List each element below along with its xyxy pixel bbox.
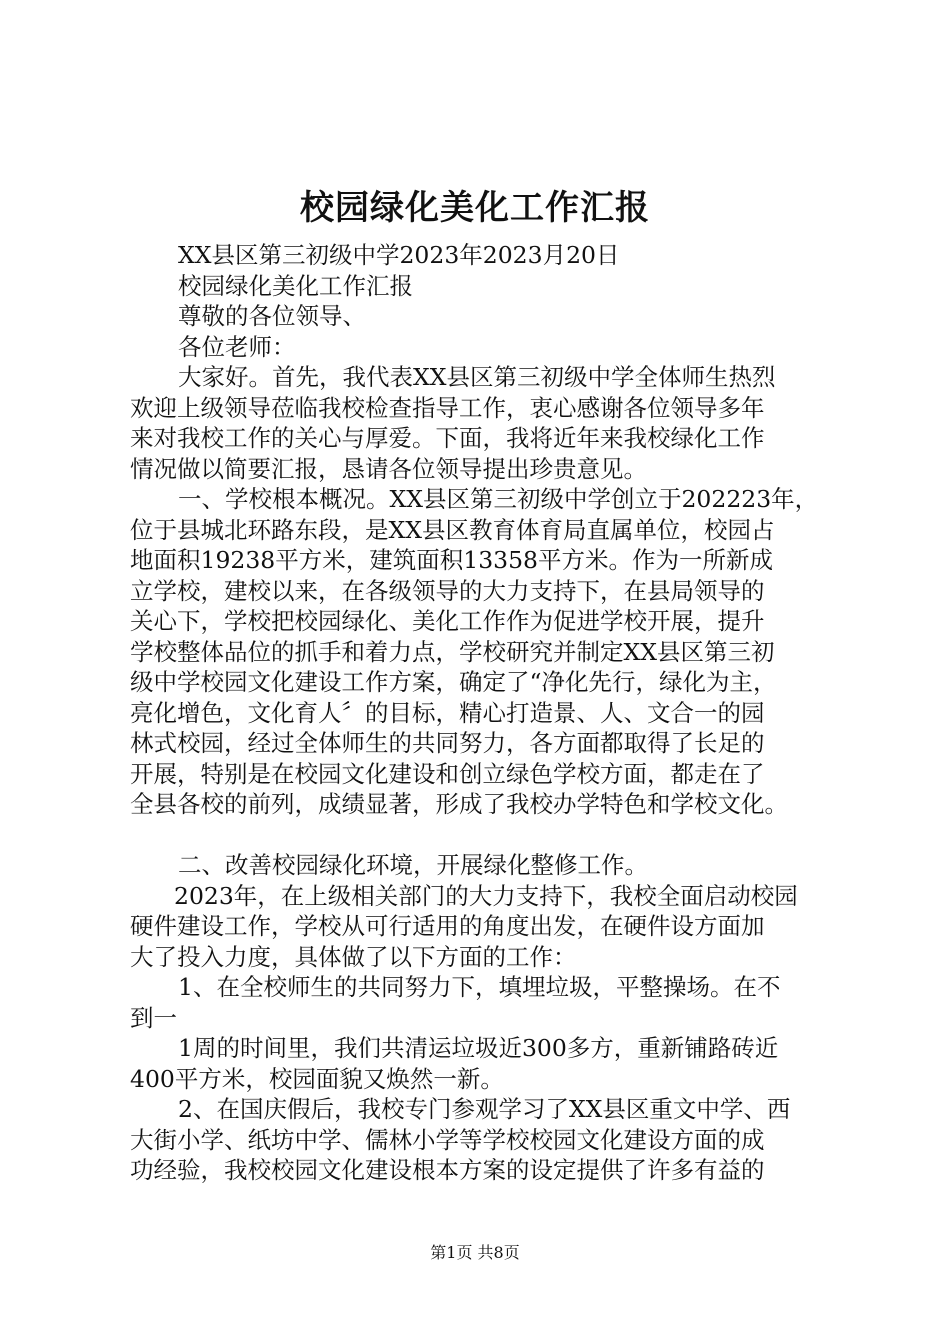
- page-footer: 第1页 共8页: [430, 1243, 520, 1262]
- text-line: 位于县城北环路东段，是XX县区教育体育局直属单位，校园占: [130, 515, 775, 544]
- text-line: 开展，特别是在校园文化建设和创立绿色学校方面，都走在了: [130, 759, 765, 788]
- text-line: 尊敬的各位领导、: [178, 302, 366, 330]
- document-body: [130, 240, 830, 1186]
- text-line: 大家好。首先，我代表XX县区第三初级中学全体师生热烈: [178, 363, 776, 391]
- text-line: 来对我校工作的关心与厚爱。下面，我将近年来我校绿化工作: [130, 424, 765, 452]
- text-line: 关心下，学校把校园绿化、美化工作作为促进学校开展，提升: [130, 607, 765, 635]
- text-line: 2023年，在上级相关部门的大力支持下，我校全面启动校园: [174, 881, 798, 910]
- text-line: 功经验，我校校园文化建设根本方案的设定提供了许多有益的: [130, 1156, 765, 1184]
- text-line: 2、在国庆假后，我校专门参观学习了XX县区重文中学、西: [178, 1095, 791, 1123]
- text-line: 大了投入力度，具体做了以下方面的工作：: [130, 942, 577, 971]
- text-line: 亮化增色，文化育人〞的目标，精心打造景、人、文合一的园: [130, 698, 765, 727]
- text-line: 1、在全校师生的共同努力下，填埋垃圾，平整操场。在不: [178, 973, 781, 1001]
- text-line: 二、改善校园绿化环境，开展绿化整修工作。: [178, 851, 648, 879]
- text-line: 大街小学、纸坊中学、儒林小学等学校校园文化建设方面的成: [130, 1125, 765, 1154]
- text-line: 欢迎上级领导莅临我校检查指导工作，衷心感谢各位领导多年: [130, 393, 765, 422]
- paragraph-gap: [130, 820, 830, 851]
- text-line: 硬件建设工作，学校从可行适用的角度出发，在硬件设方面加: [130, 912, 765, 940]
- text-line: 情况做以简要汇报，恳请各位领导提出珍贵意见。: [130, 454, 647, 483]
- text-line: 到一: [130, 1003, 177, 1032]
- text-line: 林式校园，经过全体师生的共同努力，各方面都取得了长足的: [130, 729, 765, 757]
- text-line: 地面积19238平方米，建筑面积13358平方米。作为一所新成: [130, 546, 774, 574]
- text-line: 校园绿化美化工作汇报: [178, 271, 413, 300]
- text-line: 级中学校园文化建设工作方案，确定了“净化先行，绿化为主，: [130, 668, 777, 696]
- text-line: XX县区第三初级中学2023年2023月20日: [178, 241, 620, 269]
- text-line: 全县各校的前列，成绩显著，形成了我校办学特色和学校文化。: [130, 790, 788, 818]
- text-line: 立学校，建校以来，在各级领导的大力支持下，在县局领导的: [130, 576, 765, 605]
- document-title: 校园绿化美化工作汇报: [300, 188, 650, 228]
- text-line: 400平方米，校园面貌又焕然一新。: [130, 1064, 504, 1093]
- text-line: 各位老师：: [178, 332, 296, 361]
- text-line: 一、学校根本概况。XX县区第三初级中学创立于202223年，: [178, 485, 819, 513]
- text-line: 1周的时间里，我们共清运垃圾近300多方，重新铺路砖近: [178, 1034, 779, 1062]
- text-line: 学校整体品位的抓手和着力点，学校研究并制定XX县区第三初: [130, 637, 775, 666]
